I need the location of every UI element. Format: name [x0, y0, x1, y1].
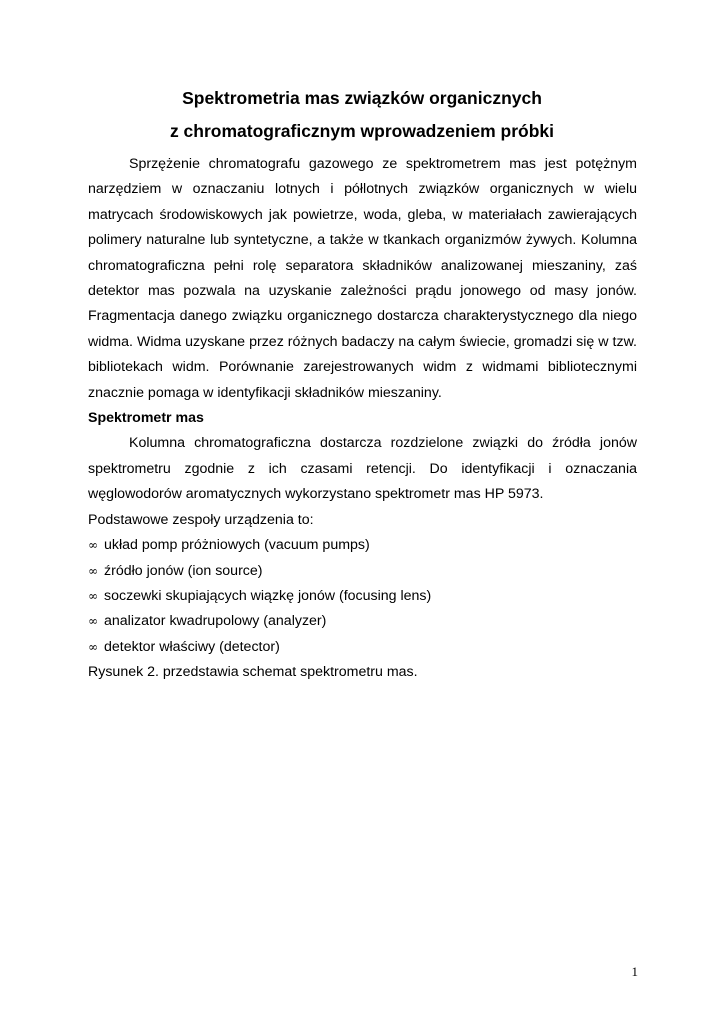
closing-sentence: Rysunek 2. przedstawia schemat spektrometru mas.: [88, 664, 418, 681]
infinity-bullet-icon: ∞: [88, 614, 98, 629]
infinity-bullet-icon: ∞: [88, 639, 98, 654]
list-item-label: soczewki skupiających wiązkę jonów (focusing lens): [104, 587, 432, 604]
infinity-bullet-icon: ∞: [88, 538, 98, 553]
page-number: 1: [631, 964, 638, 979]
list-item: [88, 584, 637, 609]
list-intro: Podstawowe zespoły urządzenia to:: [88, 511, 314, 528]
section-heading: Spektrometr mas: [88, 410, 204, 427]
list-item-label: analizator kwadrupolowy (analyzer): [104, 613, 327, 630]
document-body: [88, 152, 637, 686]
list-item-label: źródło jonów (ion source): [104, 562, 263, 579]
title-line-1: Spektrometria mas związków organicznych: [182, 88, 542, 108]
list-item: [88, 609, 637, 634]
list-item: [88, 533, 637, 558]
list-item-label: detektor właściwy (detector): [104, 638, 280, 655]
list-item: [88, 635, 637, 660]
infinity-bullet-icon: ∞: [88, 563, 98, 578]
list-item-label: układ pomp próżniowych (vacuum pumps): [104, 537, 370, 554]
section-paragraph: Kolumna chromatograficzna dostarcza rozdzielone związki do źródła jonów spektrometru zgodnie z ich czasami retencji. Do identyfikacji i oznaczania węglowodorów aromatycznych wykorzystano spektrometr mas HP 5973.: [88, 435, 637, 503]
intro-paragraph: Sprzężenie chromatografu gazowego ze spektrometrem mas jest potężnym narzędziem w oznaczaniu lotnych i półlotnych związków organicznych w wielu matrycach środowiskowych jak powietrze, woda, gleba, w materiałach zawierających polimery naturalne lub syntetyczne, a także w tkankach organizmów żywych. Kolumna chromatograficzna pełni rolę separatora składników analizowanej mieszaniny, zaś detektor mas pozwala na uzyskanie zależności prądu jonowego od masy jonów. Fragmentacja danego związku organicznego dostarcza charakterystycznego dla niego widma. Widma uzyskane przez różnych badaczy na całym świecie, gromadzi się w tzw. bibliotekach widm. Porównanie zarejestrowanych widm z widmami bibliotecznymi znacznie pomaga w identyfikacji składników mieszaniny.: [88, 156, 637, 401]
component-list: [88, 533, 637, 660]
infinity-bullet-icon: ∞: [88, 588, 98, 603]
list-item: [88, 559, 637, 584]
title-line-2: z chromatograficznym wprowadzeniem próbki: [169, 121, 555, 141]
